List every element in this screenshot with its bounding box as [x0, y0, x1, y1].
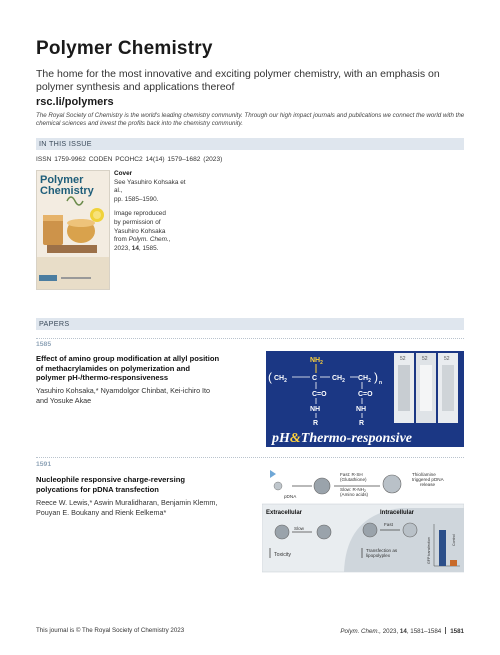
journal-title: Polymer Chemistry — [36, 38, 213, 59]
intracellular-label: Intracellular — [380, 510, 415, 516]
amide-nh-1: NH — [310, 406, 321, 413]
article-page-1585: 1585 — [36, 341, 52, 348]
rsc-statement: The Royal Society of Chemistry is the world's leading chemistry community. Through our high impact journals and publications we connect the world with the chemical sciences and invest the profits back into the chemistry community. — [36, 112, 465, 127]
right-bracket: ) — [374, 370, 378, 384]
journal-link[interactable]: rsc.li/polymers — [36, 96, 114, 108]
transfection-label-2: lipopolyplex — [366, 553, 391, 558]
ch2-unit-1: $CH_2$ — [274, 375, 287, 384]
gfp-axis-label: GFP transfection — [427, 537, 431, 564]
release-label-2: triggered pDNA — [412, 477, 444, 482]
carbonyl-2: C=O — [358, 391, 373, 398]
article-page-1591: 1591 — [36, 461, 52, 468]
cover-image[interactable] — [36, 170, 110, 290]
quaternary-carbon: C — [312, 375, 318, 382]
issue-meta: ISSN 1759-9962 CODEN PCOHC2 14(14) 1579–1682 (2023) — [36, 156, 223, 163]
tube-label-3: 52 — [444, 356, 450, 362]
left-bracket: ( — [268, 370, 272, 384]
released-pdna-icon — [383, 475, 401, 493]
repeat-n: n — [379, 380, 383, 386]
amide-nh-2: NH — [356, 406, 367, 413]
r-group-2: R — [359, 420, 365, 427]
footer-citation: Polym. Chem., 2023, 14, 1581–1584 1581 — [340, 628, 464, 635]
amino-label: $NH_2$ — [310, 357, 323, 366]
page-number: 1581 — [450, 628, 464, 635]
glutathione-label: (Glutathione) — [340, 477, 367, 482]
article-divider — [36, 457, 464, 458]
carbonyl-1: C=O — [312, 391, 327, 398]
ch2-unit-3: $CH_2$ — [358, 375, 371, 384]
tube-label-2: 52 — [422, 356, 428, 362]
sample-tubes — [394, 353, 458, 423]
release-label-3: release — [420, 482, 436, 487]
r-group-1: R — [313, 420, 319, 427]
release-label-1: Thiol/amine — [412, 472, 436, 477]
cover-artwork — [37, 171, 109, 289]
pdna-label: pDNA — [284, 494, 297, 499]
cover-credit: Image reproduced by permission of Yasuhiro Kohsaka from Polym. Chem., 2023, 14, 1585. — [114, 210, 171, 252]
control-label: Control — [452, 534, 456, 546]
article-authors-1591: Reece W. Lewis,* Aswin Muralidharan, Benjamin Klemm, Pouyan E. Boukany and Rienk Eelkema* — [36, 498, 218, 517]
fast-label: Fast — [384, 522, 393, 527]
toxicity-label: Toxicity — [274, 552, 292, 558]
gfp-bar-control — [450, 560, 457, 566]
journal-tagline: The home for the most innovative and exciting polymer chemistry, with an emphasis on polymer synthesis and applications thereof — [36, 68, 440, 93]
in-this-issue-heading: IN THIS ISSUE — [36, 138, 464, 150]
abstract-caption: pH&Thermo-responsive — [272, 431, 412, 446]
slow-trigger-label: Slow: $R-NH_2$ — [340, 487, 366, 493]
gfp-bar-sample — [439, 530, 446, 566]
tube-label-1: 52 — [400, 356, 406, 362]
fast-trigger-label: Fast: R-SH — [340, 472, 363, 477]
slow-label: Slow — [294, 526, 304, 531]
extracellular-label: Extracellular — [266, 510, 303, 516]
cover-see-reference[interactable]: See Yasuhiro Kohsaka et al., pp. 1585–1590. — [114, 178, 186, 203]
footer-copyright: This journal is © The Royal Society of Chemistry 2023 — [36, 627, 185, 634]
transfection-label-1: Transfection as — [366, 548, 398, 553]
article-title-1591[interactable]: Nucleophile responsive charge-reversing polycations for pDNA transfection — [36, 475, 185, 494]
amino-acids-label: (Amino acids) — [340, 492, 369, 497]
graphical-abstract-1591[interactable] — [262, 464, 464, 574]
cover-image-title: Polymer Chemistry — [40, 174, 94, 197]
cover-info — [114, 170, 194, 253]
graphical-abstract-1585[interactable] — [266, 351, 464, 447]
ch2-unit-2: $CH_2$ — [332, 375, 345, 384]
cover-heading: Cover — [114, 170, 133, 177]
polyplex-icon — [314, 478, 330, 494]
article-title-1585[interactable]: Effect of amino group modification at allyl position of methacrylamides on polymerization and polymer pH-/thermo-responsiveness — [36, 354, 220, 383]
article-divider — [36, 338, 464, 339]
article-authors-1585: Yasuhiro Kohsaka,* Nyamdolgor Chinbat, Kei-ichiro Ito and Yosuke Akae — [36, 386, 211, 405]
papers-heading: PAPERS — [36, 318, 464, 330]
